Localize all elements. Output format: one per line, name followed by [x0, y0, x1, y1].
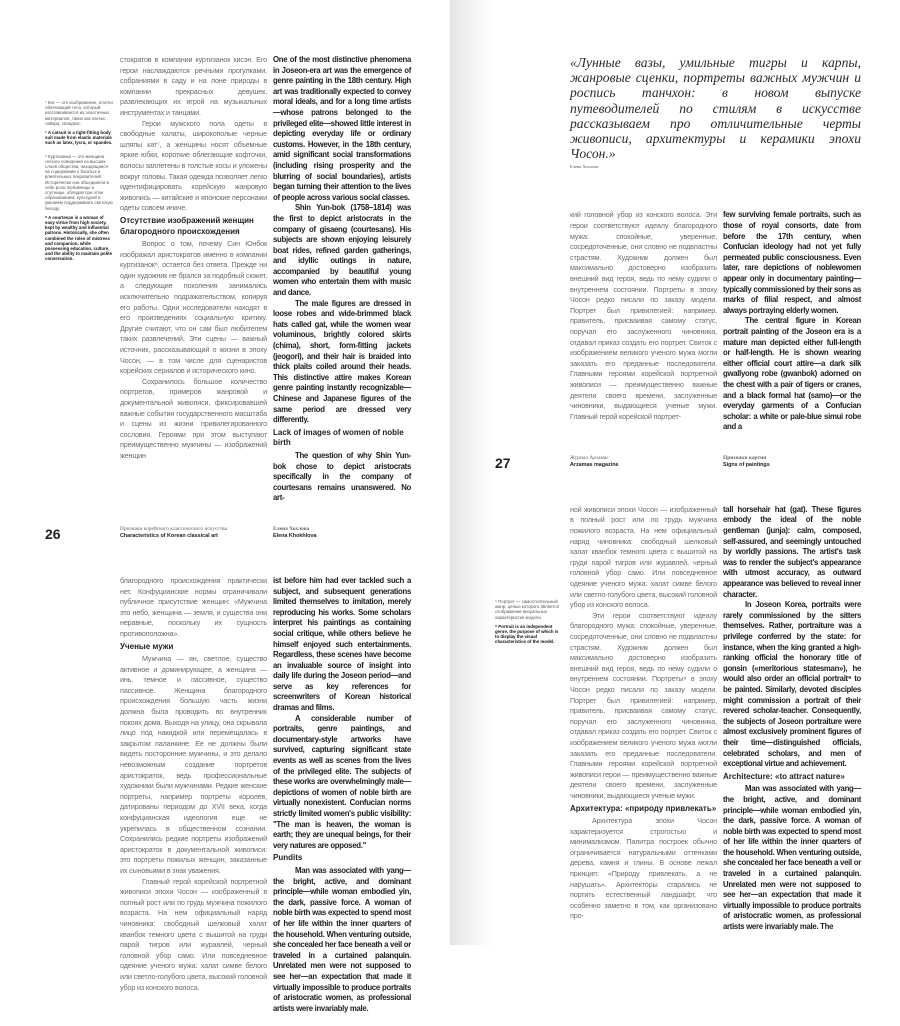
paragraph: ist before him had ever tackled such a subject, and subsequent generations limited themselves to imitation, merely reproducing his works. Some scholars interpret his paintings as containing social critique, while others believe he himself enjoyed such entertainments. Regardless, these scenes have become an invaluable source of insight into daily life during the Joseon period—and serve as key references for screenwriters of Korean historical dramas and films. — [273, 575, 411, 713]
page-number: 26 — [45, 525, 61, 542]
bottom-section — [45, 576, 450, 1014]
column-english-bottom-right — [723, 505, 861, 933]
section-title-en: Characteristics of Korean classical art — [120, 532, 218, 539]
paragraph: The question of why Shin Yun-bok chose to depict aristocrats specifically in the company of courtesans remains unanswered. No art- — [273, 450, 411, 503]
section-title-ru: Признаки картин — [723, 454, 767, 461]
section-heading: Pundits — [273, 853, 303, 863]
quote-section — [495, 55, 900, 170]
column-english-top — [273, 55, 411, 504]
footnote-ru: ⁸ Куртизанка — это женщина легкого поведения из высших слоев общества, находящаяся на содержании у богатых и влиятельных покровителей. Исторически она объединяла в себе роли любовницы и спутницы, обладая при этом образованием, культурой и умением поддерживать светскую беседу. — [45, 153, 113, 211]
paragraph: tall horsehair hat (gat). These figures embody the ideal of the noble gentleman (junja): calm, composed, self-assured, and seemingly untouched by worldly passions. The artist's task was to render the subject's appearance with utmost accuracy, as outward appearance was believed to reveal inner character. — [723, 504, 861, 599]
footnote-en: ⁷ A catsuit is a tight-fitting body suit made from elastic materials such as latex, lycra, or spandex. — [45, 130, 113, 146]
running-footer-section — [120, 526, 267, 540]
footnote-8 — [45, 154, 113, 262]
paragraph: ной живописи эпохи Чосон — изображенный в полный рост или по грудь мужчина пожилого возраста. На нем официальный наряд чиновника: свободный шелковый халат кванбок темного цвета с вышитой на груди парой тигров или журавлей, черный головной убор само. Или повседневное одеяние ученого мужа: халат симве белого или светло-голубого цвета, высокий головной убор из конского волоса. — [570, 504, 717, 610]
magazine-ru: Журнал Арзамас — [570, 454, 609, 461]
section-heading: Architecture: «to attract nature» — [723, 771, 845, 781]
section-heading: Отсутствие изображений женщин благородного происхождения — [120, 215, 254, 236]
section-heading: Lack of images of women of noble birth — [273, 427, 404, 448]
quote-author: Елена Хохлова — [570, 164, 599, 170]
top-section — [45, 55, 450, 504]
running-footer-section — [723, 455, 861, 469]
paragraph: Главный герой корейской портретной живописи эпохи Чосон — изображенный в полный рост или по грудь мужчина пожилого возраста. На нем официальный наряд чиновника: свободный шелковый халат кванбок темного цвета с вышитой на груди парой тигров или журавлей, черный головной убор само. Или повседневное одеяние ученого мужа: халат симве белого или светло-голубого цвета, высокий головной убор из конского волоса. — [120, 876, 267, 992]
magazine-en: Arzamas magazine — [570, 461, 619, 468]
paragraph: One of the most distinctive phenomena in Joseon-era art was the emergence of genre painting in the 18th century. High art was traditionally expected to convey moral ideals, and for a long time artists—whose patrons belonged to the privileged elite—showed little interest in depicting everyday life or ordinary customs. However, in the 18th century, amid significant social transformations (including rising prosperity and the blurring of social boundaries), artists began turning their attention to the lives of people across various social classes. — [273, 55, 411, 202]
right-page — [450, 0, 900, 945]
margin-notes — [45, 55, 113, 270]
footnote-en: ⁹ Portrait is an independent genre, the purpose of which is to display the visual characteristics of the model. — [495, 623, 559, 645]
running-footer-author — [273, 526, 411, 540]
running-footer — [495, 455, 900, 471]
paragraph: The male figures are dressed in loose robes and wide-brimmed black hats called gat, while the women wear voluminous, brightly colored skirts (chima), short, form-fitting jackets (jeogori), and their hair is braided into thick plaits coiled around their heads. This distinctive attire makes Korean genre painting instantly recognizable—Chinese and Japanese figures of the same period are dressed very differently. — [273, 298, 411, 425]
paragraph: благородного происхождения практически нет. Конфуцианские нормы ограничивали публичное присутствие женщин: «Мужчина это небо, женщина — земля, и существа они неравные, поскольку их сущность противоположна». — [120, 575, 267, 638]
column-russian-bottom-right — [570, 505, 717, 922]
footnote-9 — [495, 599, 563, 645]
paragraph: Герои мужского пола одеты в свободные халаты, широкополые черные шляпы кат⁷, а женщины носят объемные яркие юбки, короткие облегающие кофточки, волосы заплетены в толстые косы и уложены вокруг головы. Такая одежда позволяет легко идентифицировать корейскую жанровую живопись — китайские и японские персонажи одеты совсем иначе. — [120, 118, 267, 213]
paragraph: The central figure in Korean portrait painting of the Joseon era is a mature man depicted either full-length or half-length. He is shown wearing either official court attire—a dark silk gwallyong robe (gwanbok) adorned on the chest with a pair of tigers or cranes, and a black formal hat (samo)—or the everyday garments of a Confucian scholar: a white or pale-blue simui robe and a — [723, 316, 861, 432]
paragraph: Мужчина — ян, светлое, существо активное и доминирующее, а женщина — инь, темное и пассивное, существо пассивное. Женщина благородного происхождения большую часть жизни должна была проводить во внутренних покоях дома. Выходя на улицу, она скрывала лицо под накидкой или перемещалась в закрытом паланкине. Ее не должны были видеть посторонние мужчины, и это делало невозможным создание портретов аристократок, ведь профессиональные художники были мужчинами. Редкие женские портреты, например портреты королев, датированы периодом до XVII века, когда конфуцианская идеология еще не укрепилась в общественном сознании. Сохранились редкие портреты изображений аристократок в документальной живописи: это портреты пожилых женщин, заказанные их сыновьями в знак уважения. — [120, 654, 267, 875]
paragraph: кий головной убор из конского волоса. Эти герои соответствуют идеалу благородного мужа: спокойные, уверенные, сосредоточенные, они словно не подвластны страстям. Художник должен был максимально достоверно изобразить внешний вид героя, ведь по нему судили о внутреннем состоянии. Портреты в эпоху Чосон редко писали по заказу модели. Портрет был привилегией: например, правитель, присваивая самому статус, поручал его заслуженного чиновника, отдавал приказ создать его портрет. Свиток с изображением великого ученого мужа могли заказать его преданные последователи. Главными героями корейской портретной живописи — преимущественно важные деятели своего времени, заслуженные чиновники, выдающиеся ученые мужи. Главный герой корейской портрет- — [570, 210, 717, 421]
section-heading: Архитектура: «природу привлекать» — [570, 803, 717, 813]
top-section — [495, 210, 900, 432]
column-english-bottom — [273, 576, 411, 1014]
paragraph: A considerable number of portraits, genre paintings, and documentary-style artworks have survived, capturing significant state events as well as scenes from the lives of the privileged elite. The subjects of these works are overwhelmingly male—depictions of women of noble birth are virtually nonexistent. Confucian norms strictly limited women's public visibility: "The man is heaven, the woman is earth; they are unequal beings, for their very natures are opposed." — [273, 713, 411, 850]
bottom-section — [495, 505, 900, 933]
paragraph: Shin Yun-bok (1758–1814) was the first to depict aristocrats in the company of gisaeng (courtesans). His subjects are shown enjoying leisurely boat rides, refined garden gatherings, and idyllic outings in nature, accompanied by beautiful young women who entertain them with music and dance. — [273, 203, 411, 298]
paragraph: стократов в компании куртизанок кисэн. Его герои наслаждаются речными прогулками, собраниями в саду и на лоне природы в компании прекрасных девушек, развлекающих их игрой на музыкальных инструментах и танцами. — [120, 55, 267, 117]
paragraph: In Joseon Korea, portraits were rarely commissioned by the sitters themselves. Rather, portraiture was a privilege conferred by the state: for instance, when the king granted a high-ranking official the honorary title of gonsin («meritorious statesman»), he would also order an official portrait⁹ to be painted. Similarly, devoted disciples might commission a portrait of their revered scholar-teacher. Consequently, the subjects of Joseon portraiture were almost exclusively prominent figures of their time—distinguished officials, celebrated scholars, and men of exceptional virtue and achievement. — [723, 600, 861, 769]
author-en: Elena Khokhlova — [273, 532, 317, 539]
paragraph: few surviving female portraits, such as those of royal consorts, date from before the 17th century, when Confucian ideology had not yet fully permeated public consciousness. Even later, rare depictions of noblewomen appear only in documentary painting—typically commissioned by their sons as marks of filial respect, and almost always portraying elderly women. — [723, 210, 861, 315]
paragraph: Man was associated with yang—the bright, active, and dominant principle—while woman embodied yin, the dark, passive force. A woman of noble birth was expected to spend most of her life within the inner quarters of the household. When venturing outside, she concealed her face beneath a veil or traveled in a curtained palanquin. Unrelated men were not supposed to see her—an expectation that made it virtually impossible to produce portraits of aristocratic women, as professional artists were invariably male. The — [723, 784, 861, 932]
running-footer-magazine — [570, 455, 717, 469]
section-title-ru: Признаки корейского классического искусства — [120, 525, 227, 532]
column-russian-top-right — [570, 210, 717, 422]
column-russian-top — [120, 55, 267, 462]
paragraph: Man was associated with yang—the bright, active, and dominant principle—while woman embodied yin, the dark, passive force. A woman of noble birth was expected to spend most of her life within the inner quarters of the household. When venturing outside, she concealed her face beneath a veil or traveled in a curtained palanquin. Unrelated men were not supposed to see her—an expectation that made it virtually impossible to produce portraits of aristocratic women, as professional artists were invariably male. — [273, 865, 411, 1013]
column-english-top-right — [723, 210, 861, 432]
margin-notes — [495, 505, 563, 653]
page-number: 27 — [495, 454, 511, 471]
footnote-ru: ⁷ Кат — это изображение, плотно облегающий тело, который изготавливается из эластичных материалов, таких как латекс, лайкра, спандекс. — [45, 100, 113, 126]
paragraph: Эти герои соответствуют идеалу благородного мужа: спокойные, уверенные, сосредоточенные, они словно не подвластны страстям. Художник должен был максимально достоверно изобразить внешний вид героя, ведь по нему судили о внутреннем состоянии. Портреты⁹ в эпоху Чосон редко писали по заказу модели. Портрет был привилегией: например, правитель, присваивая самому статус, поручал его заслуженного чиновника, отдавал приказ создать его портрет. Свиток с изображением великого ученого мужа могли заказать его преданные последователи. Главными героями корейской портретной живописи герои — преимущественно важные деятели своего времени, заслуженные чиновники, выдающиеся ученые мужи. — [570, 610, 717, 800]
footnote-7 — [45, 100, 113, 146]
section-heading: Ученые мужи — [120, 641, 174, 651]
paragraph: Вопрос о том, почему Син Юнбок изображал аристократов именно в компании куртизанок⁸, остается без ответа. Прежде ни один художник не брался за подобный сюжет, а следующие поколения занимались исключительно подражательством, копируя его работы. Одни исследователи находят в его произведениях социальную критику. Другие считают, что он сам был любителем таких развлечений. Эти сцены — важный источник, рассказывающий о жизни в эпоху Чосон, — в том числе для сценаристов корейских сериалов и исторического кино. — [120, 239, 267, 376]
paragraph: Сохранилось большое количество портретов, примеров жанровой и документальной живописи, фиксировавшей важные события государственного масштаба и сцены из жизни привилегированного сословия. Героями при этом выступают преимущественно мужчины — изображений женщин — [120, 376, 267, 460]
section-title-en: Signs of paintings — [723, 461, 770, 468]
running-footer — [45, 526, 450, 542]
paragraph: Архитектура эпохи Чосон характеризуется строгостью и минимализмом. Палитра построек обычно ограничивается натуральными оттенками дерева, камня и глины. В основе лежал принцип: «Природу привлекать, а не нарушать». Архитекторы старались не портить естественный ландшафт, что особенно заметно в том, как организовано про- — [570, 816, 717, 921]
column-russian-bottom — [120, 576, 267, 993]
footnote-en: ⁸ A courtesan is a woman of easy virtue from high society, kept by wealthy and influential patrons. Historically, she often combined the roles of mistress and companion, while possessing education, culture, and the ability to maintain polite conversation. — [45, 214, 113, 262]
pull-quote: «Лунные вазы, умильные тигры и карпы, жанровые сценки, портреты важных мужчин и роспись танчхон: в новом выпуске путеводителей по стилям в искусстве рассказываем про отличительные черты живописи, архитектуры и керамики эпохи Чосон.» — [570, 55, 861, 162]
author-ru: Елена Хохлова — [273, 525, 310, 532]
pull-quote-block — [570, 55, 861, 170]
footnote-ru: ⁹ Портрет — самостоятельный жанр, целью которого является отображение визуальных характеристик модели. — [495, 598, 559, 620]
